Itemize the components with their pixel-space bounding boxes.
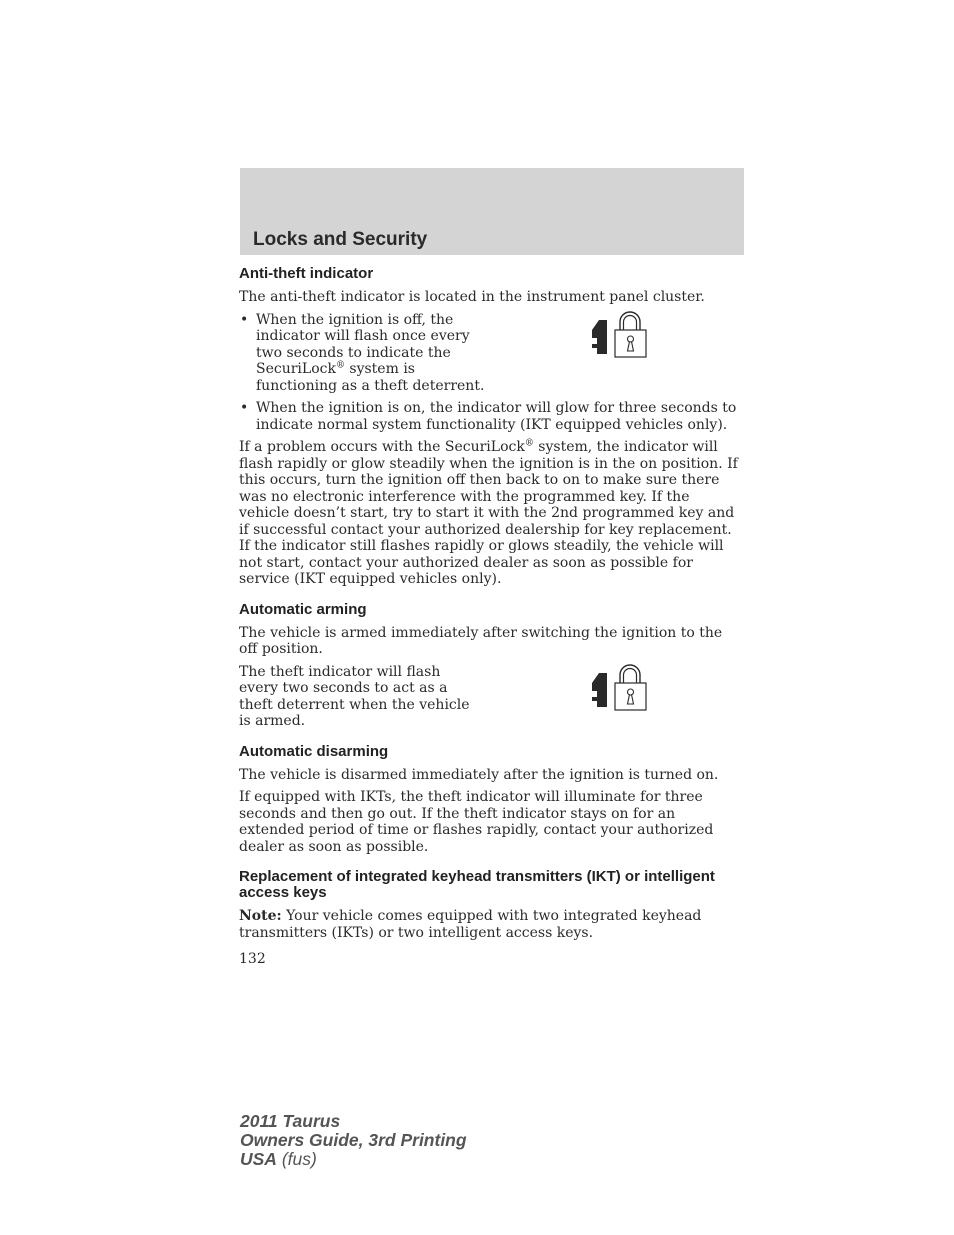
heading-automatic-disarming: Automatic disarming [239,742,389,760]
heading-replacement-keys: Replacement of integrated keyhead transmitters (IKT) or intelligent access keys [239,868,715,901]
vehicle-lock-icon [592,308,654,367]
page-number: 132 [239,951,266,967]
anti-theft-intro: The anti-theft indicator is located in the instrument panel cluster. [239,289,705,305]
list-item [239,400,744,433]
anti-theft-bullets [239,312,744,434]
document-footer [240,1112,467,1169]
footer-guide: Owners Guide, 3rd Printing [240,1130,467,1150]
list-item [239,312,744,395]
section-title: Locks and Security [253,229,428,250]
bullet-ignition-off: • When the ignition is off, the indicator will flash once every two seconds to indicate the SecuriLock® system is functioning as a theft deterrent. [256,311,485,394]
bullet-ignition-on: When the ignition is on, the indicator will glow for three seconds to indicate normal system functionality (IKT equipped vehicles only). [256,400,737,433]
disarming-paragraph-1: The vehicle is disarmed immediately after the ignition is turned on. [239,766,719,783]
heading-anti-theft-indicator: Anti-theft indicator [239,265,374,282]
heading-automatic-arming: Automatic arming [239,600,367,618]
arming-paragraph-1: The vehicle is armed immediately after switching the ignition to the off position. [239,624,723,657]
section-header-band [240,168,744,255]
arming-paragraph-2: The theft indicator will flash every two seconds to act as a theft deterrent when the vehicle is armed. [239,663,470,729]
footer-model: 2011 Taurus [240,1111,341,1131]
disarming-paragraph-2: If equipped with IKTs, the theft indicator will illuminate for three seconds and then go out. If the theft indicator stays on for an extended period of time or flashes rapidly, contact your authorized dealer as soon as possible. [239,789,714,855]
page-content [239,266,744,974]
anti-theft-problem-paragraph: If a problem occurs with the SecuriLock® system, the indicator will flash rapidly or glow steadily when the ignition is in the on position. If this occurs, turn the ignition off then back to on to make sure there was no electronic interference with the programmed key. If the vehicle doesn’t start, try to start it with the 2nd programmed key and if successful contact your authorized dealership for key replacement. If the indicator still flashes rapidly or glows steadily, the vehicle will not start, contact your authorized dealer as soon as possible for service (IKT equipped vehicles only). [239,438,738,587]
vehicle-lock-icon [592,661,654,720]
replacement-note: Note: Your vehicle comes equipped with two integrated keyhead transmitters (IKTs) or two intelligent access keys. [239,908,702,941]
note-label: Note: [239,908,282,924]
footer-region: USA (fus) [240,1149,317,1169]
